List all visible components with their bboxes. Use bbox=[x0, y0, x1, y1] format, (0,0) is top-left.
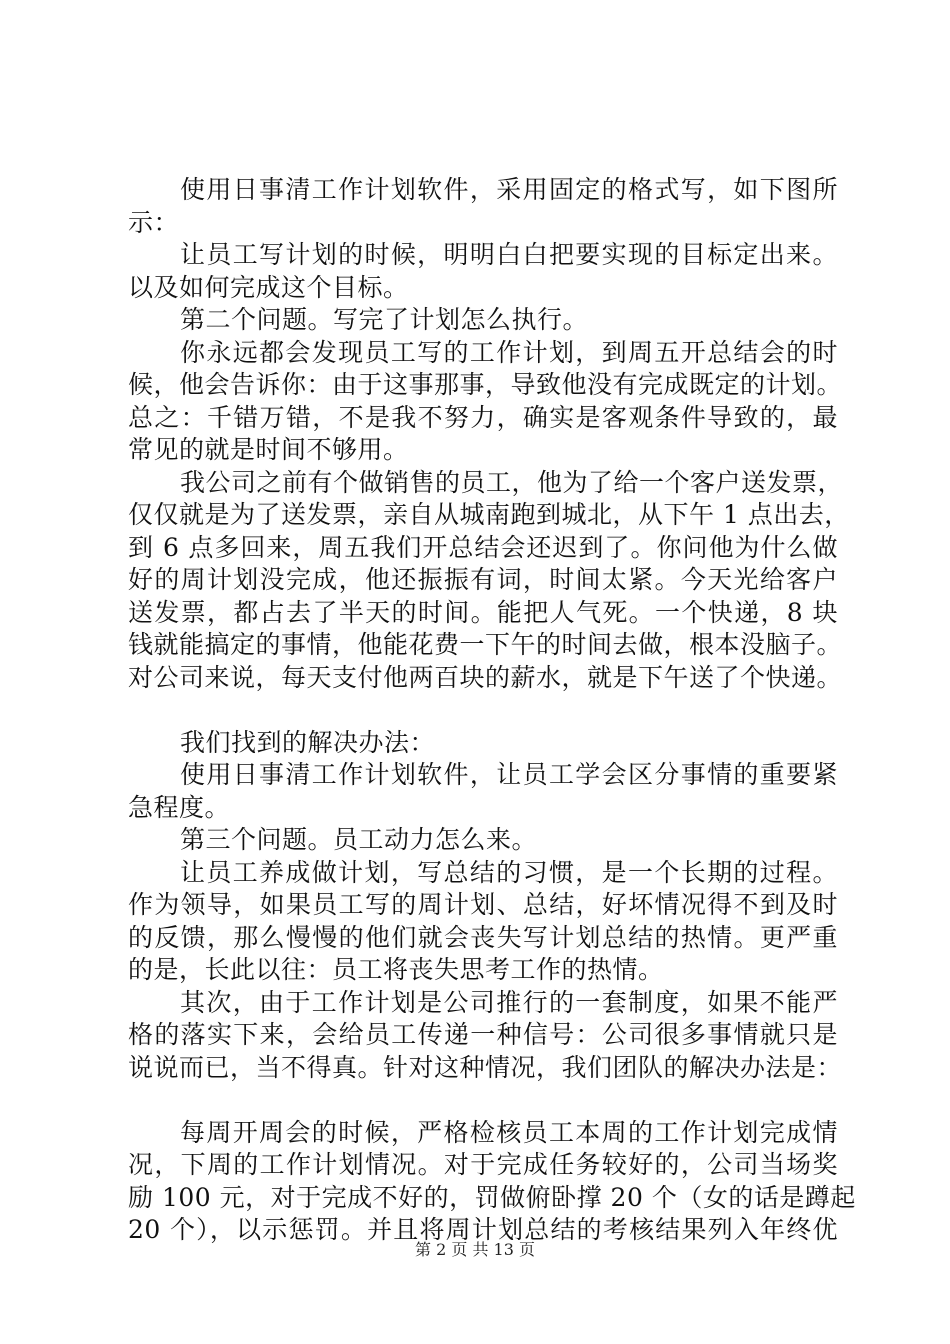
text-line: 到 6 点多回来，周五我们开总结会还迟到了。你问他为什么做 bbox=[128, 532, 838, 562]
text-line: 钱就能搞定的事情，他能花费一下午的时间去做，根本没脑子。 bbox=[128, 630, 843, 659]
text-line: 使用日事清工作计划软件，让员工学会区分事情的重要紧 bbox=[180, 760, 838, 789]
page-number-footer: 第 2 页 共 13 页 bbox=[415, 1240, 535, 1259]
text-line: 让员工写计划的时候，明明白白把要实现的目标定出来。 bbox=[180, 240, 838, 269]
text-line: 第三个问题。员工动力怎么来。 bbox=[180, 825, 538, 854]
text-line: 送发票，都占去了半天的时间。能把人气死。一个快递，8 块 bbox=[128, 597, 838, 627]
text-line: 的是，长此以往：员工将丧失思考工作的热情。 bbox=[128, 955, 664, 984]
blank-line bbox=[128, 1084, 838, 1117]
text-line: 的反馈，那么慢慢的他们就会丧失写计划总结的热情。更严重 bbox=[128, 922, 838, 952]
text-line: 励 100 元，对于完成不好的，罚做俯卧撑 20 个（女的话是蹲起 bbox=[128, 1182, 856, 1212]
text-line: 你永远都会发现员工写的工作计划，到周五开总结会的时 bbox=[180, 337, 838, 367]
text-line: 格的落实下来，会给员工传递一种信号：公司很多事情就只是 bbox=[128, 1020, 838, 1049]
text-line: 第二个问题。写完了计划怎么执行。 bbox=[180, 305, 589, 334]
text-line: 其次，由于工作计划是公司推行的一套制度，如果不能严 bbox=[180, 987, 838, 1017]
text-line: 急程度。 bbox=[128, 792, 231, 822]
text-line: 好的周计划没完成，他还振振有词，时间太紧。今天光给客户 bbox=[128, 565, 838, 594]
text-line: 况，下周的工作计划情况。对于完成任务较好的，公司当场奖 bbox=[128, 1150, 838, 1179]
text-line: 每周开周会的时候，严格检核员工本周的工作计划完成情 bbox=[180, 1117, 838, 1147]
text-line: 对公司来说，每天支付他两百块的薪水，就是下午送了个快递。 bbox=[128, 662, 843, 692]
text-line: 候，他会告诉你：由于这事那事，导致他没有完成既定的计划。 bbox=[128, 370, 843, 399]
text-line: 20 个），以示惩罚。并且将周计划总结的考核结果列入年终优 bbox=[128, 1215, 838, 1244]
blank-line bbox=[128, 694, 838, 727]
text-line: 总之：千错万错，不是我不努力，确实是客观条件导致的，最 bbox=[128, 402, 838, 432]
document-body bbox=[128, 174, 856, 1247]
text-line: 说说而已，当不得真。针对这种情况，我们团队的解决办法是： bbox=[128, 1052, 843, 1082]
text-line: 我们找到的解决办法： bbox=[180, 727, 436, 757]
text-line: 以及如何完成这个目标。 bbox=[128, 272, 409, 302]
text-line: 使用日事清工作计划软件，采用固定的格式写，如下图所 bbox=[180, 175, 838, 204]
text-line: 示： bbox=[128, 207, 180, 237]
text-line: 我公司之前有个做销售的员工，他为了给一个客户送发票， bbox=[180, 467, 844, 497]
text-line: 常见的就是时间不够用。 bbox=[128, 435, 409, 464]
text-line: 仅仅就是为了送发票，亲自从城南跑到城北，从下午 1 点出去， bbox=[128, 500, 850, 529]
text-line: 让员工养成做计划，写总结的习惯，是一个长期的过程。 bbox=[180, 857, 838, 887]
text-line: 作为领导，如果员工写的周计划、总结，好坏情况得不到及时 bbox=[128, 890, 838, 919]
